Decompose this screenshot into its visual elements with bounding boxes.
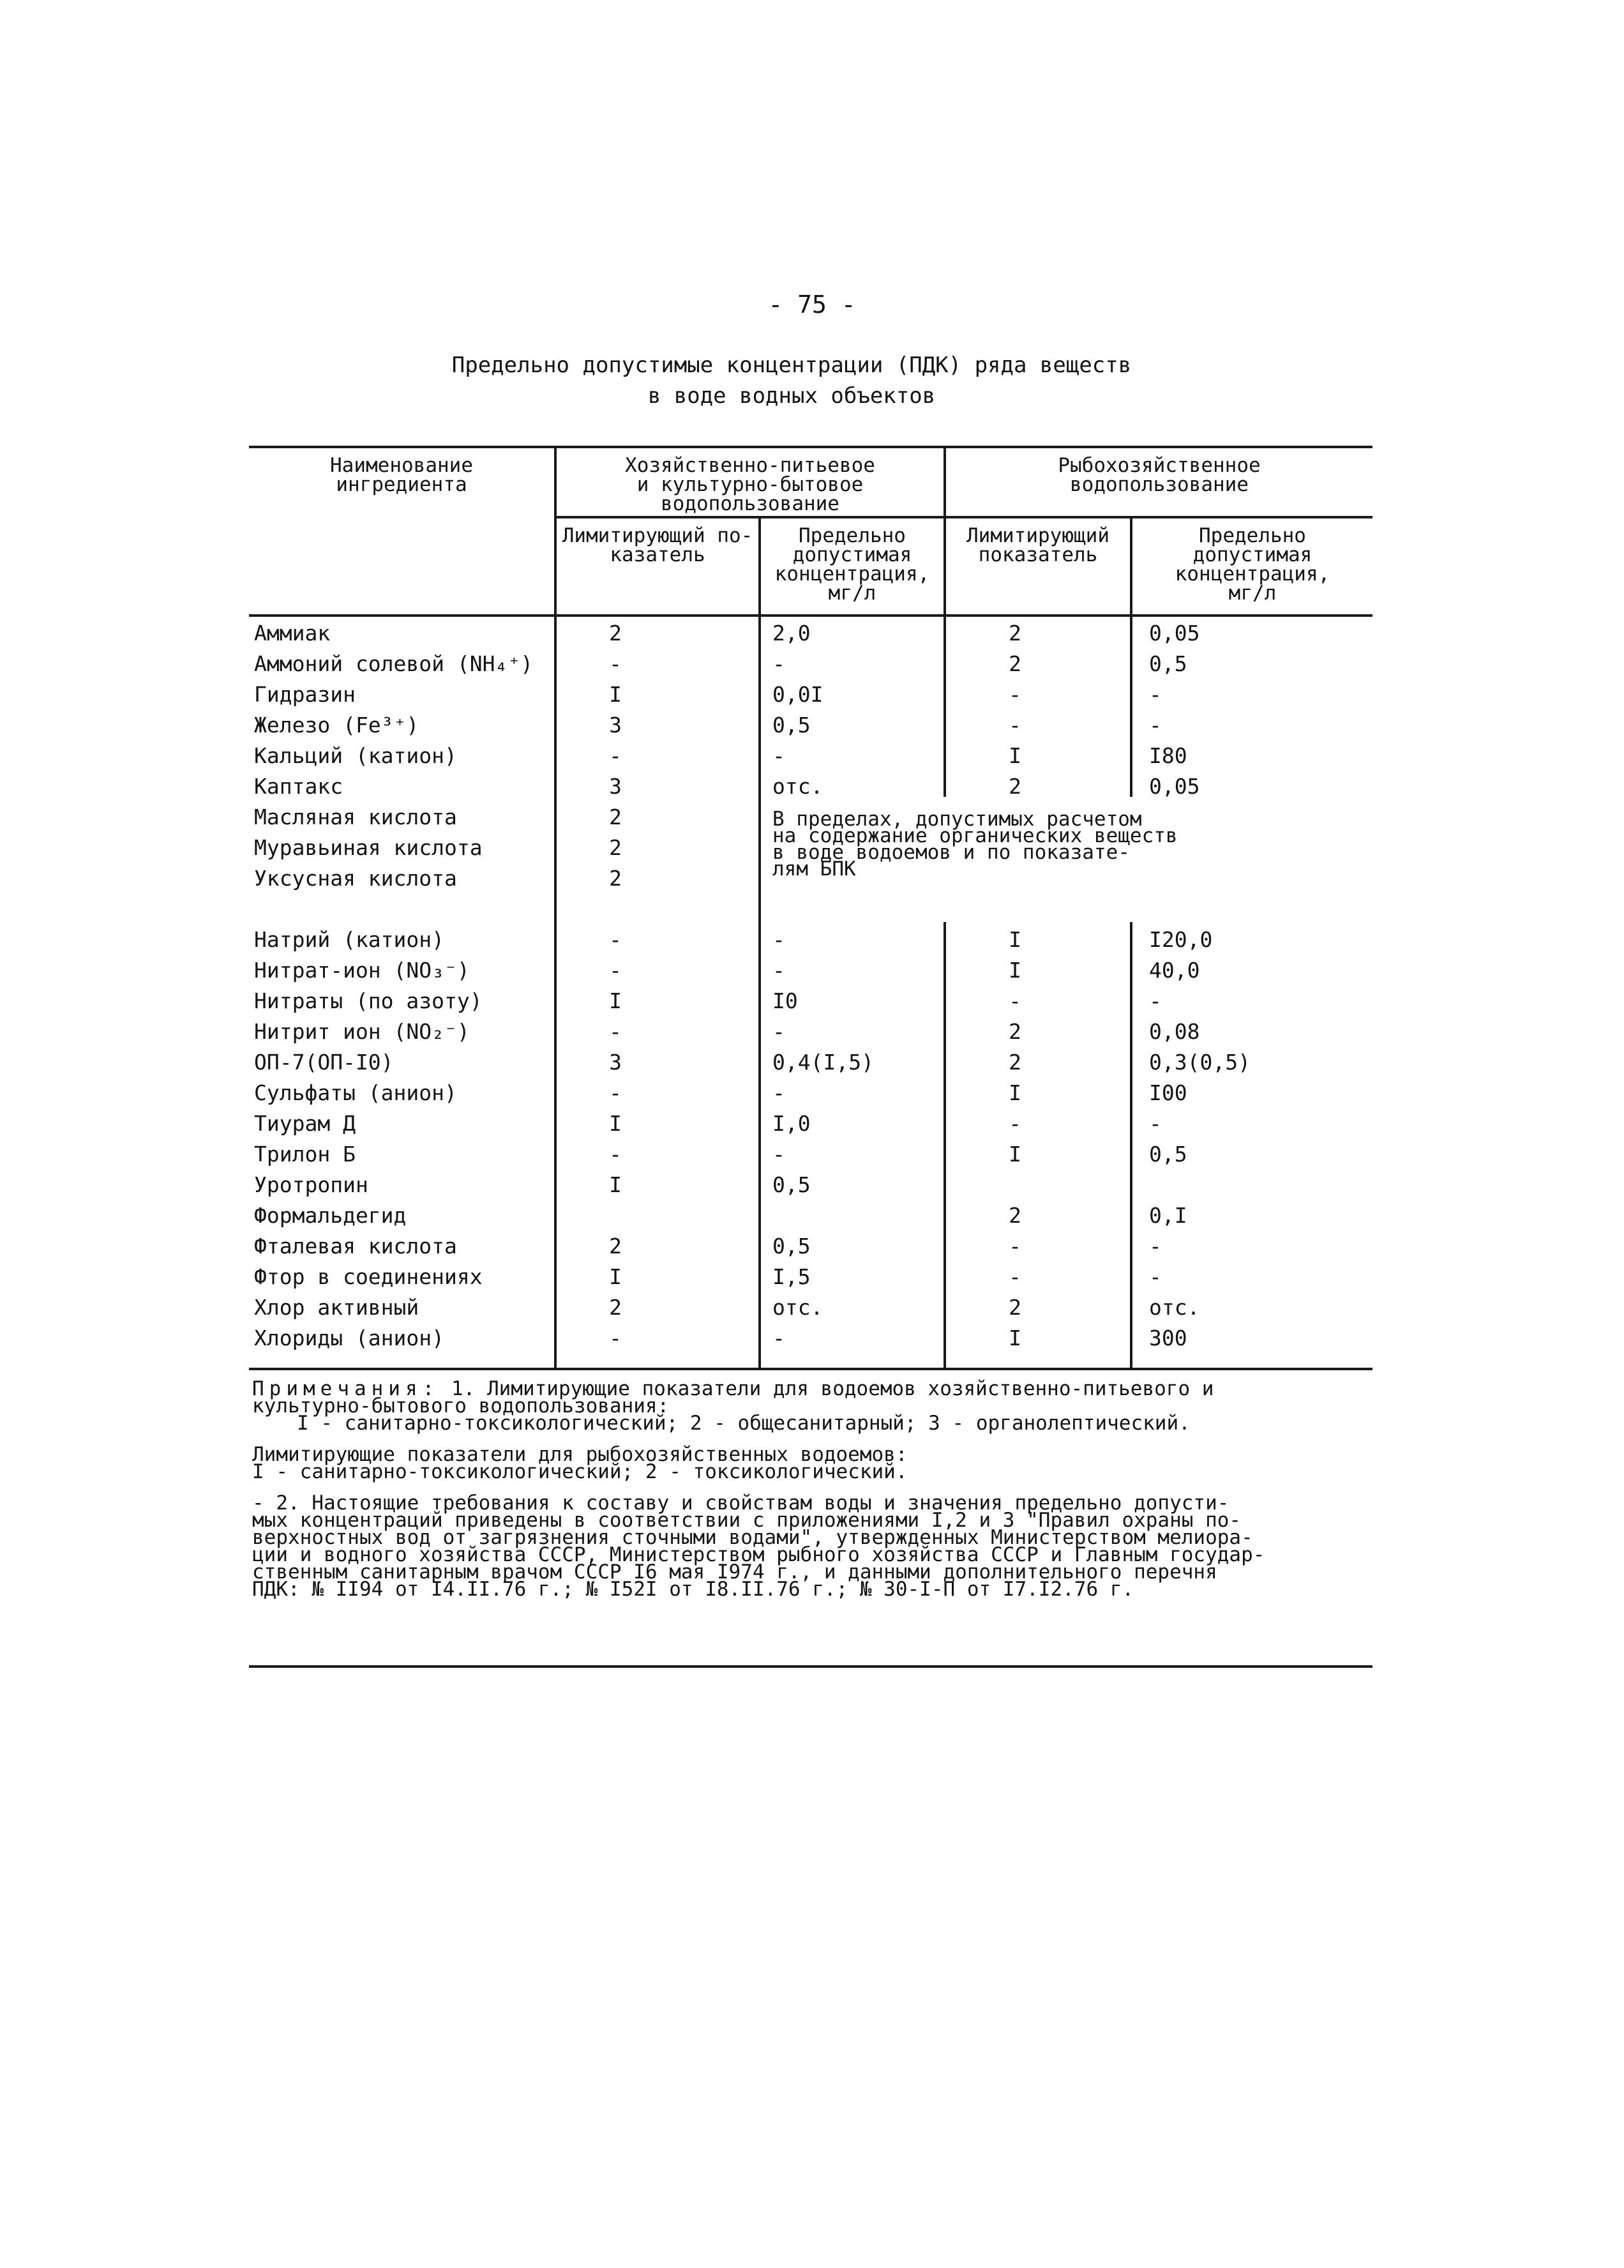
fishery-conc: отс. [1149, 1295, 1200, 1320]
header-drinking-limit: Лимитирующий по- казатель [562, 524, 753, 566]
ingredient-name: Фтор в соединениях [254, 1264, 483, 1289]
drinking-limit: - [609, 1080, 622, 1105]
fishery-limit: - [1009, 1111, 1021, 1136]
fishery-conc: 0,I [1149, 1203, 1187, 1228]
fishery-conc: 0,08 [1149, 1019, 1200, 1044]
ingredient-name: Натрий (катион) [254, 927, 445, 952]
title-line-1: Предельно допустимые концентрации (ПДК) ряда веществ [451, 352, 1132, 378]
fishery-limit: - [1009, 713, 1021, 737]
fishery-limit: I [1009, 1326, 1021, 1350]
drinking-limit: 2 [609, 1295, 622, 1320]
fishery-limit: 2 [1009, 651, 1021, 676]
drinking-conc: - [772, 1080, 785, 1105]
drinking-limit: - [609, 743, 622, 768]
drinking-limit: I [609, 1172, 622, 1197]
table-row [0, 1231, 1624, 1262]
ingredient-name: Нитрат-ион (NO₃⁻) [254, 958, 470, 983]
ingredient-name: Тиурам Д [254, 1111, 356, 1136]
fishery-conc: 0,05 [1149, 774, 1200, 799]
ingredient-name: Нитраты (по азоту) [254, 988, 483, 1013]
table-row [0, 1170, 1624, 1200]
fishery-conc: 40,0 [1149, 958, 1200, 983]
table-row [0, 1047, 1624, 1078]
ingredient-name: Формальдегид [254, 1203, 407, 1228]
fishery-conc: 0,3(0,5) [1149, 1050, 1251, 1075]
table-row [0, 771, 1624, 802]
table-row [0, 649, 1624, 679]
fishery-conc: - [1149, 682, 1162, 707]
ingredient-name: Хлориды (анион) [254, 1326, 445, 1350]
drinking-conc: отс. [772, 774, 823, 799]
table-bottom-rule [249, 1368, 1372, 1370]
page-number: - 75 - [768, 291, 856, 319]
table-row [0, 1139, 1624, 1170]
ingredient-name: Нитрит ион (NO₂⁻) [254, 1019, 470, 1044]
ingredient-name: Гидразин [254, 682, 356, 707]
drinking-limit: - [609, 927, 622, 952]
drinking-conc: 0,5 [772, 1234, 811, 1259]
table-row [0, 741, 1624, 771]
drinking-conc: - [772, 1326, 785, 1350]
title-line-2: в воде водных объектов [647, 383, 936, 409]
fishery-limit: - [1009, 1234, 1021, 1259]
drinking-limit: I [609, 1111, 622, 1136]
fishery-limit: - [1009, 1264, 1021, 1289]
ingredient-name: Железо (Fe³⁺) [254, 713, 419, 737]
drinking-conc: I,0 [772, 1111, 811, 1136]
ingredient-name: Хлор активный [254, 1295, 419, 1320]
ingredient-name: Трилон Б [254, 1142, 356, 1167]
drinking-limit: 3 [609, 713, 622, 737]
fishery-limit: 2 [1009, 774, 1021, 799]
fishery-limit: - [1009, 682, 1021, 707]
table-row [0, 679, 1624, 710]
ingredient-name: Аммиак [254, 621, 331, 646]
table-row [0, 1262, 1624, 1292]
fishery-limit: 2 [1009, 1019, 1021, 1044]
ingredient-name: Уксусная кислота [254, 866, 457, 891]
header-drinking-conc: Предельно допустимая концентрация, мг/л [774, 524, 930, 605]
table-row [0, 1078, 1624, 1108]
header-bottom-rule [249, 614, 1372, 617]
note-1-fishery: Лимитирующие показатели для рыбохозяйственных водоемов: I - санитарно-токсикологический; 2 - токсикологический. [252, 1443, 908, 1483]
fishery-conc: - [1149, 713, 1162, 737]
header-group-drinking: Хозяйственно-питьевое и культурно-бытовое водопользование [625, 454, 875, 515]
table-row [0, 1017, 1624, 1047]
drinking-limit: - [609, 1326, 622, 1350]
fishery-conc: 0,5 [1149, 1142, 1187, 1167]
drinking-conc: I0 [772, 988, 798, 1013]
fishery-conc: - [1149, 1111, 1162, 1136]
ingredient-name: Масляная кислота [254, 805, 457, 829]
header-mid-rule [555, 516, 1372, 518]
drinking-conc: 0,0I [772, 682, 823, 707]
drinking-limit: - [609, 1142, 622, 1167]
table-row [0, 1292, 1624, 1323]
drinking-limit: 3 [609, 774, 622, 799]
ingredient-name: Сульфаты (анион) [254, 1080, 457, 1105]
fishery-limit: 2 [1009, 1050, 1021, 1075]
drinking-conc: 2,0 [772, 621, 811, 646]
drinking-conc: I,5 [772, 1264, 811, 1289]
fishery-limit: I [1009, 1142, 1021, 1167]
drinking-limit: I [609, 1264, 622, 1289]
drinking-limit: - [609, 958, 622, 983]
ingredient-name: ОП-7(ОП-I0) [254, 1050, 394, 1075]
ingredient-name: Муравьиная кислота [254, 835, 483, 860]
header-ingredient: Наименование ингредиента [330, 454, 473, 496]
notes-label: Примечания: [252, 1377, 440, 1400]
fishery-limit: - [1009, 988, 1021, 1013]
table-top-rule [249, 446, 1372, 448]
fishery-conc: I00 [1149, 1080, 1187, 1105]
drinking-conc: - [772, 927, 785, 952]
fishery-limit: I [1009, 927, 1021, 952]
header-group-fishery: Рыбохозяйственное водопользование [1058, 454, 1261, 496]
drinking-limit: - [609, 651, 622, 676]
drinking-conc: отс. [772, 1295, 823, 1320]
fishery-conc: 300 [1149, 1326, 1187, 1350]
fishery-conc: 0,5 [1149, 651, 1187, 676]
page-bottom-rule [249, 1665, 1372, 1668]
ingredient-name: Каптакс [254, 774, 343, 799]
drinking-conc: 0,5 [772, 713, 811, 737]
drinking-conc: - [772, 1142, 785, 1167]
fishery-conc: I20,0 [1149, 927, 1213, 952]
drinking-conc: - [772, 1019, 785, 1044]
table-row [0, 925, 1624, 955]
drinking-limit: I [609, 988, 622, 1013]
fishery-limit: I [1009, 1080, 1021, 1105]
drinking-conc: 0,4(I,5) [772, 1050, 874, 1075]
drinking-limit: 2 [609, 1234, 622, 1259]
table-row [0, 710, 1624, 741]
fishery-limit: I [1009, 743, 1021, 768]
drinking-conc: - [772, 651, 785, 676]
note-1 [252, 1377, 1440, 1418]
drinking-limit: 2 [609, 866, 622, 891]
ingredient-name: Аммоний солевой (NH₄⁺) [254, 651, 534, 676]
table-row [0, 986, 1624, 1017]
fishery-limit: I [1009, 958, 1021, 983]
drinking-limit: 2 [609, 621, 622, 646]
header-fishery-limit: Лимитирующий показатель [966, 524, 1109, 566]
fishery-conc: I80 [1149, 743, 1187, 768]
table-title [0, 350, 1583, 411]
ingredient-name: Уротропин [254, 1172, 368, 1197]
note-1-items: I - санитарно-токсикологический; 2 - общесанитарный; 3 - органолептический. [297, 1412, 1191, 1435]
fishery-conc: - [1149, 1264, 1162, 1289]
organic-acids-note: В пределах, допустимых расчетом на содержание органических веществ в воде водоемов и по показате- лям БПК [772, 808, 1178, 881]
drinking-conc: - [772, 958, 785, 983]
fishery-conc: 0,05 [1149, 621, 1200, 646]
fishery-limit: 2 [1009, 621, 1021, 646]
fishery-limit: 2 [1009, 1203, 1021, 1228]
drinking-limit: I [609, 682, 622, 707]
notes-section [252, 1377, 1440, 1601]
table-row [0, 955, 1624, 986]
table-row [0, 1108, 1624, 1139]
table-row [0, 1200, 1624, 1231]
table-row [0, 1323, 1624, 1354]
fishery-conc: - [1149, 988, 1162, 1013]
drinking-conc: - [772, 743, 785, 768]
header-fishery-conc: Предельно допустимая концентрация, мг/л [1175, 524, 1330, 605]
drinking-limit: 2 [609, 835, 622, 860]
fishery-conc: - [1149, 1234, 1162, 1259]
ingredient-name: Фталевая кислота [254, 1234, 457, 1259]
ingredient-name: Кальций (катион) [254, 743, 457, 768]
drinking-limit: 3 [609, 1050, 622, 1075]
drinking-limit: - [609, 1019, 622, 1044]
fishery-limit: 2 [1009, 1295, 1021, 1320]
table-row [0, 618, 1624, 649]
drinking-limit: 2 [609, 805, 622, 829]
drinking-conc: 0,5 [772, 1172, 811, 1197]
note-1-text: 1. Лимитирующие показатели для водоемов хозяйственно-питьевого и культурно-бытового водопользования: [252, 1377, 1214, 1418]
note-2: - 2. Настоящие требования к составу и свойствам воды и значения предельно допусти- мых концентраций приведены в соответствии с приложениями I,2 и 3 "Правил охраны по- верхностных вод от загрязнения сточными водами", утвержденных Министерством мелиора- ции и водного хозяйства СССР, Министерством рыбного хозяйства СССР и Главным государ- ственным санитарным врачом СССР I6 мая I974 г., и данными дополнительного перечня ПДК: № II94 от I4.II.76 г.; № I52I от I8.II.76 г.; № 30-I-П от I7.I2.76 г. [252, 1492, 1265, 1601]
